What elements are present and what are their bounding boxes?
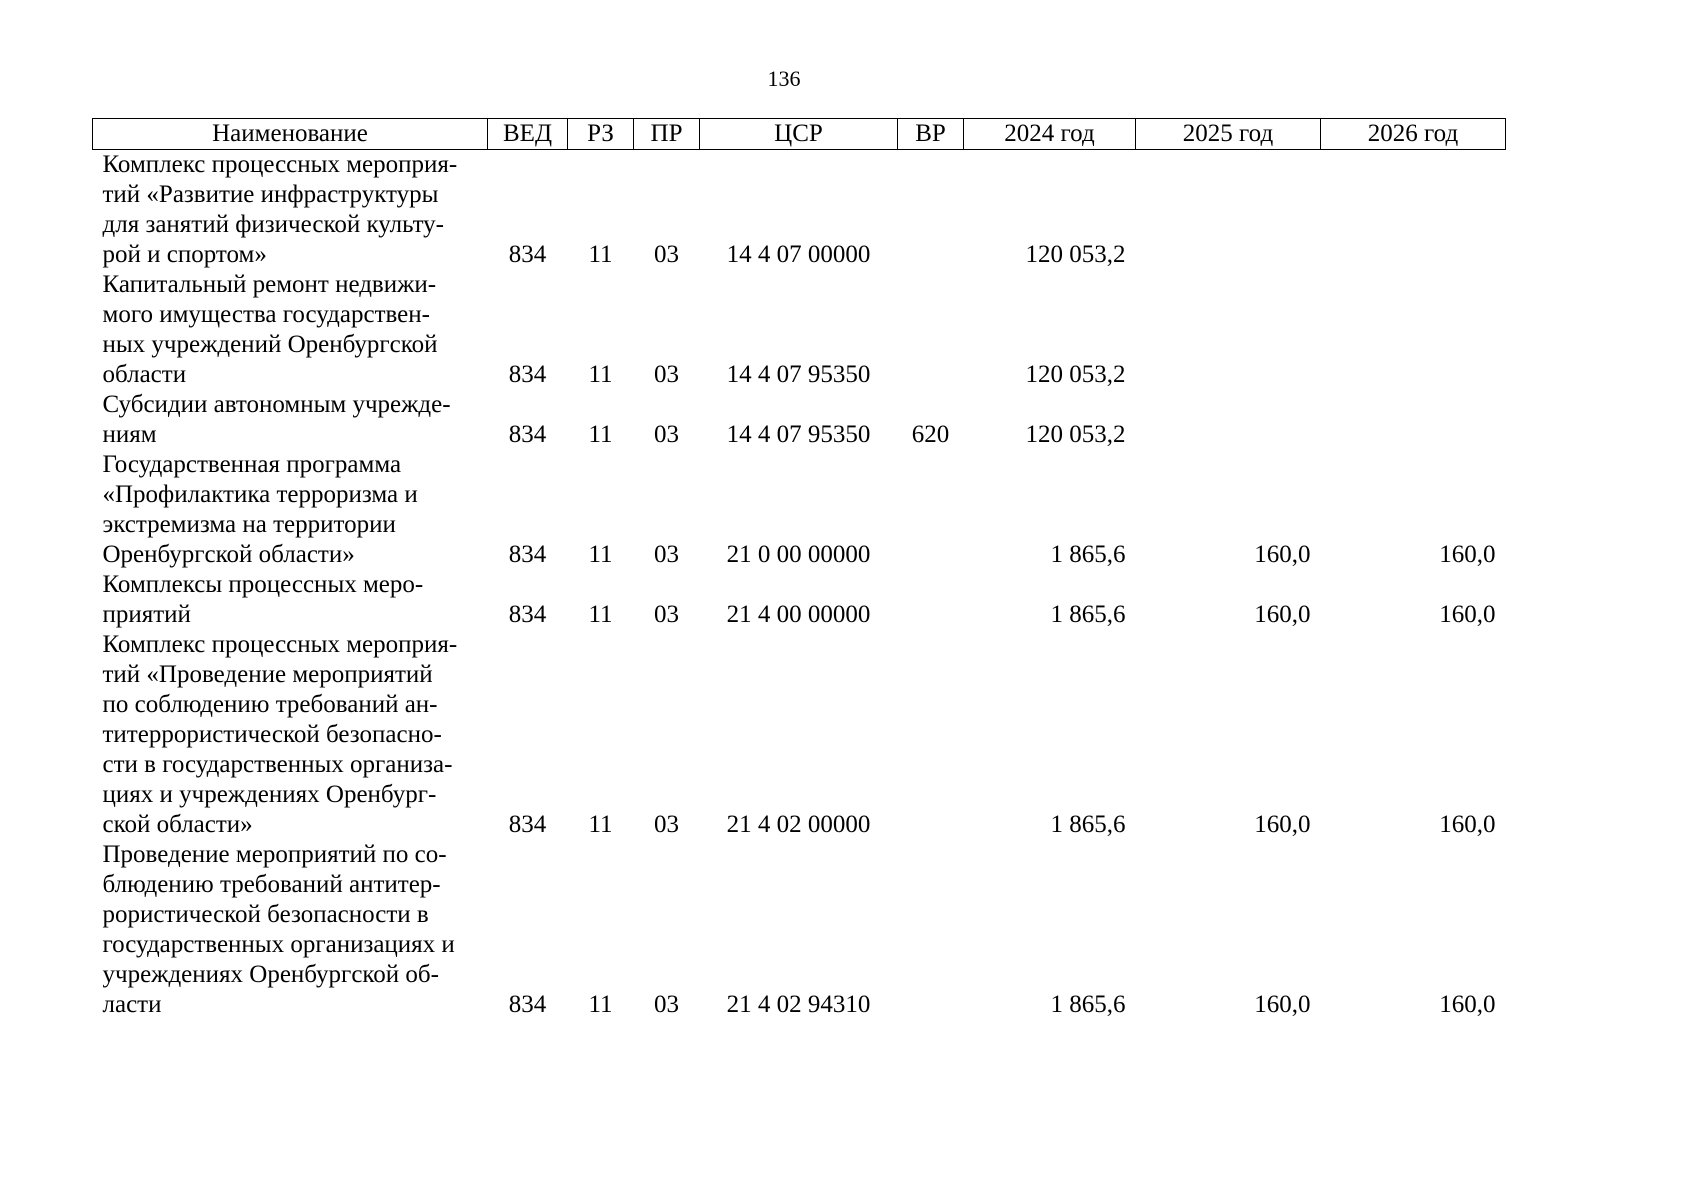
row-2026: 160,0	[1439, 991, 1496, 1018]
header-pr: ПР	[634, 119, 700, 150]
header-name: Наименование	[93, 119, 488, 150]
table-row	[93, 630, 1506, 840]
row-vr	[898, 570, 964, 630]
row-rz: 11	[588, 541, 613, 568]
table-body	[93, 150, 1506, 1021]
row-2026: 160,0	[1439, 811, 1496, 838]
row-name: Комплекс процессных мероприя- тий «Развитие инфраструктуры для занятий физической культу- рой и спортом»	[102, 151, 458, 268]
row-2026	[1321, 150, 1506, 271]
row-2024: 1 865,6	[1050, 811, 1126, 838]
row-2024: 1 865,6	[1050, 601, 1126, 628]
table-row	[93, 450, 1506, 570]
header-vr: ВР	[898, 119, 964, 150]
row-2024: 1 865,6	[1050, 991, 1126, 1018]
row-ved: 834	[508, 991, 547, 1018]
row-rz: 11	[588, 361, 613, 388]
row-ved: 834	[508, 541, 547, 568]
row-2025: 160,0	[1254, 811, 1311, 838]
row-ved: 834	[508, 601, 547, 628]
row-pr: 03	[654, 601, 679, 628]
row-2025: 160,0	[1254, 991, 1311, 1018]
row-pr: 03	[654, 241, 679, 268]
row-csr: 21 4 00 00000	[726, 601, 871, 628]
row-2025: 160,0	[1254, 601, 1311, 628]
table-header	[93, 119, 1506, 150]
header-rz: РЗ	[568, 119, 634, 150]
row-pr: 03	[654, 421, 679, 448]
row-rz: 11	[588, 991, 613, 1018]
page-number: 136	[767, 66, 801, 91]
row-name: Комплекс процессных мероприя- тий «Проведение мероприятий по соблюдению требований ан- титеррористической безопасно- сти в государственных организа- циях и учреждениях Оренбург- ской области»	[102, 631, 458, 838]
row-2026	[1321, 270, 1506, 390]
row-rz: 11	[588, 241, 613, 268]
row-name: Капитальный ремонт недвижи- мого имущества государствен- ных учреждений Оренбургской области	[102, 271, 438, 388]
header-ved: ВЕД	[488, 119, 568, 150]
table-row	[93, 150, 1506, 271]
row-pr: 03	[654, 361, 679, 388]
row-pr: 03	[654, 991, 679, 1018]
row-csr: 21 4 02 00000	[726, 811, 871, 838]
row-csr: 14 4 07 95350	[726, 421, 871, 448]
row-rz: 11	[588, 601, 613, 628]
header-2026: 2026 год	[1321, 119, 1506, 150]
row-2025	[1136, 270, 1321, 390]
table-row	[93, 570, 1506, 630]
row-csr: 21 0 00 00000	[726, 541, 871, 568]
row-csr: 21 4 02 94310	[726, 991, 871, 1018]
row-vr: 620	[911, 421, 950, 448]
row-2024: 120 053,2	[1025, 361, 1126, 388]
row-vr	[898, 150, 964, 271]
row-2026	[1321, 390, 1506, 450]
row-csr: 14 4 07 95350	[726, 361, 871, 388]
header-2024: 2024 год	[964, 119, 1136, 150]
row-vr	[898, 450, 964, 570]
table-row	[93, 840, 1506, 1020]
row-ved: 834	[508, 811, 547, 838]
header-2025: 2025 год	[1136, 119, 1321, 150]
row-2024: 120 053,2	[1025, 241, 1126, 268]
row-rz: 11	[588, 421, 613, 448]
budget-table	[92, 118, 1506, 1020]
row-2026: 160,0	[1439, 541, 1496, 568]
row-2025: 160,0	[1254, 541, 1311, 568]
row-pr: 03	[654, 811, 679, 838]
row-name: Проведение мероприятий по со- блюдению требований антитер- рористической безопасности в государственных организациях и учреждениях Оренбургской об- ласти	[102, 841, 455, 1018]
row-ved: 834	[508, 421, 547, 448]
row-ved: 834	[508, 361, 547, 388]
row-name: Государственная программа «Профилактика терроризма и экстремизма на территории Оренбургской области»	[102, 451, 418, 568]
row-vr	[898, 270, 964, 390]
table-row	[93, 390, 1506, 450]
row-rz: 11	[588, 811, 613, 838]
row-csr: 14 4 07 00000	[726, 241, 871, 268]
row-vr	[898, 840, 964, 1020]
row-2024: 1 865,6	[1050, 541, 1126, 568]
row-pr: 03	[654, 541, 679, 568]
row-ved: 834	[508, 241, 547, 268]
row-name: Комплексы процессных меро- приятий	[102, 571, 424, 628]
header-csr: ЦСР	[700, 119, 898, 150]
row-2026: 160,0	[1439, 601, 1496, 628]
row-2024: 120 053,2	[1025, 421, 1126, 448]
row-2025	[1136, 390, 1321, 450]
row-name: Субсидии автономным учрежде- ниям	[102, 391, 451, 448]
row-2025	[1136, 150, 1321, 271]
table-row	[93, 270, 1506, 390]
row-vr	[898, 630, 964, 840]
